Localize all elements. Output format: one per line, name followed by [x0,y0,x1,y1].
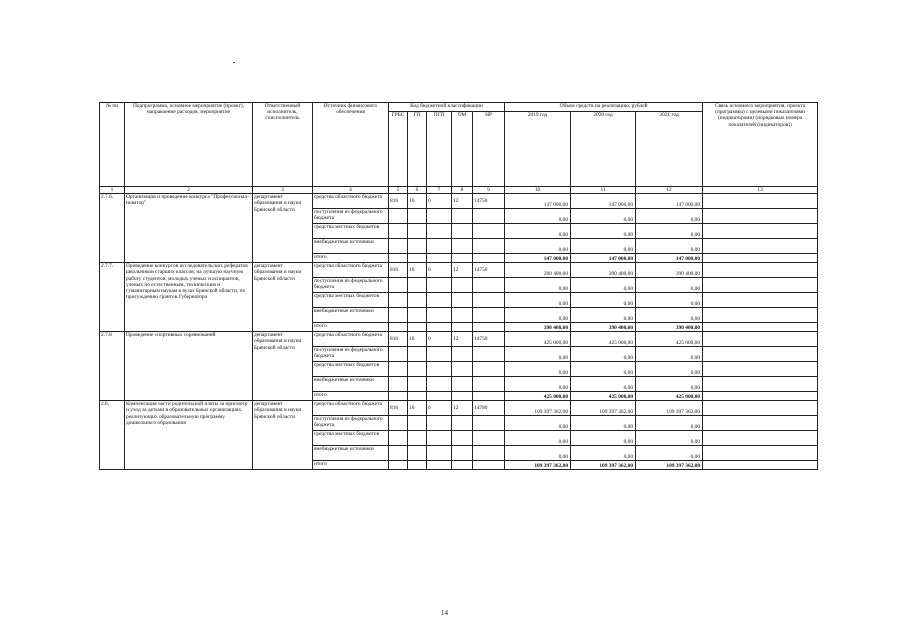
header-year-2019: 2019 год [505,112,571,187]
col-number: 6 [408,187,427,194]
empty-cell [408,224,427,239]
kbk-grbs: 816 [389,194,408,209]
empty-cell [452,209,473,224]
amount-2021: 0,00 [636,377,703,392]
empty-cell [408,239,427,254]
amount-2019: 390 400,00 [505,323,571,332]
amount-2020: 0,00 [571,209,636,224]
amount-2021: 147 000,00 [636,254,703,263]
link-cell [703,401,818,416]
empty-cell [452,308,473,323]
empty-cell [427,347,452,362]
empty-cell [452,377,473,392]
amount-2021: 0,00 [636,293,703,308]
kbk-om: 12 [452,401,473,416]
header-amount: Объем средств на реализацию, рублей [505,103,703,112]
source-name: средства областного бюджета [313,194,389,209]
col-number: 12 [636,187,703,194]
empty-cell [473,239,505,254]
empty-cell [452,278,473,293]
amount-2021: 0,00 [636,239,703,254]
empty-cell [427,377,452,392]
empty-cell [427,362,452,377]
link-cell [703,347,818,362]
empty-cell [427,209,452,224]
source-name: внебюджетные источники [313,308,389,323]
empty-cell [389,446,408,461]
source-name: поступления из федерального бюджета [313,347,389,362]
link-cell [703,263,818,278]
amount-2021: 147 000,00 [636,194,703,209]
amount-2020: 0,00 [571,224,636,239]
amount-2020: 0,00 [571,377,636,392]
empty-cell [389,254,408,263]
item-name: Проведение спортивных соревнований [125,332,253,401]
empty-cell [452,362,473,377]
empty-cell [473,323,505,332]
header-kbk: Код бюджетной классификации [389,103,505,112]
amount-2020: 425 000,00 [571,332,636,347]
link-cell [703,332,818,347]
source-name: итого [313,392,389,401]
amount-2019: 0,00 [505,416,571,431]
empty-cell [452,461,473,470]
amount-2019: 0,00 [505,239,571,254]
source-name: внебюджетные источники [313,239,389,254]
amount-2020: 147 000,00 [571,254,636,263]
empty-cell [408,293,427,308]
amount-2020: 0,00 [571,239,636,254]
empty-cell [427,293,452,308]
page-number: 14 [441,609,448,617]
amount-2021: 390 400,00 [636,263,703,278]
link-cell [703,416,818,431]
empty-cell [408,446,427,461]
amount-2020: 390 400,00 [571,323,636,332]
amount-2020: 0,00 [571,431,636,446]
amount-2020: 0,00 [571,308,636,323]
item-name: Организация и проведение конкурса "Профессионал-новатор" [125,194,253,263]
kbk-grbs: 816 [389,401,408,416]
col-number: 2 [125,187,253,194]
empty-cell [473,416,505,431]
amount-2019: 147 000,00 [505,254,571,263]
empty-cell [427,461,452,470]
table-row [100,332,818,347]
empty-cell [389,377,408,392]
kbk-om: 12 [452,263,473,278]
link-cell [703,239,818,254]
source-name: средства местных бюджетов [313,224,389,239]
empty-cell [452,254,473,263]
amount-2021: 109 397 362,00 [636,401,703,416]
amount-2021: 425 000,00 [636,392,703,401]
link-cell [703,323,818,332]
link-cell [703,224,818,239]
link-cell [703,194,818,209]
empty-cell [452,224,473,239]
col-number: 3 [253,187,313,194]
item-responsible: департамент образования и науки Брянской области [253,332,313,401]
amount-2020: 0,00 [571,347,636,362]
amount-2021: 0,00 [636,416,703,431]
amount-2019: 425 000,00 [505,392,571,401]
source-name: поступления из федерального бюджета [313,209,389,224]
empty-cell [452,293,473,308]
amount-2021: 0,00 [636,278,703,293]
empty-cell [408,431,427,446]
empty-cell [389,392,408,401]
col-number: 7 [427,187,452,194]
amount-2021: 0,00 [636,431,703,446]
empty-cell [452,323,473,332]
table-body [100,194,818,470]
amount-2019: 0,00 [505,377,571,392]
header-kbk-grbs: ГРБС [389,112,408,187]
source-name: средства областного бюджета [313,332,389,347]
source-name: итого [313,254,389,263]
kbk-pgp: 0 [427,194,452,209]
amount-2019: 109 397 362,00 [505,401,571,416]
header-link: Связь основного мероприятия, проекта (программы) с целевыми показателями (индикаторами) (порядковые номера показателей (индикаторов)) [703,103,818,187]
amount-2019: 0,00 [505,431,571,446]
empty-cell [473,254,505,263]
link-cell [703,293,818,308]
header-year-2020: 2020 год [571,112,636,187]
kbk-nr: 14780 [473,401,505,416]
item-number: 2.7.7. [100,263,125,332]
source-name: внебюджетные источники [313,377,389,392]
empty-cell [473,431,505,446]
link-cell [703,254,818,263]
link-cell [703,431,818,446]
empty-cell [473,377,505,392]
empty-cell [389,431,408,446]
item-responsible: департамент образования и науки Брянской области [253,401,313,470]
empty-cell [427,446,452,461]
col-number: 1 [100,187,125,194]
amount-2021: 425 000,00 [636,332,703,347]
amount-2020: 0,00 [571,446,636,461]
amount-2021: 0,00 [636,308,703,323]
kbk-pgp: 0 [427,401,452,416]
empty-cell [473,209,505,224]
link-cell [703,377,818,392]
item-number: 2.7.8 [100,332,125,401]
amount-2021: 390 400,00 [636,323,703,332]
empty-cell [452,431,473,446]
empty-cell [427,308,452,323]
amount-2020: 109 397 362,00 [571,401,636,416]
kbk-om: 12 [452,332,473,347]
empty-cell [408,362,427,377]
col-number: 10 [505,187,571,194]
empty-cell [473,392,505,401]
empty-cell [389,239,408,254]
amount-2019: 0,00 [505,224,571,239]
empty-cell [452,392,473,401]
amount-2020: 0,00 [571,362,636,377]
amount-2019: 0,00 [505,209,571,224]
header-responsible: Ответственный исполнитель, соисполнитель [253,103,313,187]
item-number: 2.8. [100,401,125,470]
empty-cell [473,362,505,377]
item-responsible: департамент образования и науки Брянской области [253,263,313,332]
col-number: 5 [389,187,408,194]
kbk-nr: 14750 [473,332,505,347]
source-name: итого [313,461,389,470]
source-name: поступления из федерального бюджета [313,416,389,431]
col-number: 8 [452,187,473,194]
empty-cell [408,209,427,224]
source-name: средства местных бюджетов [313,293,389,308]
source-name: средства областного бюджета [313,401,389,416]
budget-table [99,102,818,470]
header-kbk-pgp: ПГП [427,112,452,187]
empty-cell [389,323,408,332]
empty-cell [389,224,408,239]
empty-cell [408,347,427,362]
kbk-gp: 16 [408,263,427,278]
col-number: 4 [313,187,389,194]
amount-2019: 0,00 [505,362,571,377]
header-kbk-gp: ГП [408,112,427,187]
empty-cell [452,347,473,362]
amount-2021: 0,00 [636,446,703,461]
header-kbk-nr: НР [473,112,505,187]
scan-speck [233,62,235,63]
amount-2019: 0,00 [505,446,571,461]
amount-2019: 0,00 [505,278,571,293]
link-cell [703,362,818,377]
empty-cell [473,308,505,323]
link-cell [703,308,818,323]
kbk-gp: 16 [408,332,427,347]
amount-2019: 109 397 362,00 [505,461,571,470]
amount-2019: 147 000,00 [505,194,571,209]
source-name: средства местных бюджетов [313,431,389,446]
col-number: 13 [703,187,818,194]
empty-cell [473,224,505,239]
header-source: Источник финансового обеспечения [313,103,389,187]
empty-cell [389,362,408,377]
empty-cell [389,209,408,224]
amount-2020: 0,00 [571,293,636,308]
empty-cell [473,347,505,362]
empty-cell [389,461,408,470]
source-name: внебюджетные источники [313,446,389,461]
empty-cell [408,377,427,392]
source-name: средства местных бюджетов [313,362,389,377]
empty-cell [389,293,408,308]
empty-cell [408,278,427,293]
kbk-nr: 14750 [473,263,505,278]
empty-cell [408,416,427,431]
amount-2020: 425 000,00 [571,392,636,401]
kbk-pgp: 0 [427,332,452,347]
amount-2021: 0,00 [636,209,703,224]
table-header [100,103,818,194]
item-name: Компенсация части родительской платы за присмотр и уход за детьми в образовательных организациях, реализующих образовательную программу дошкольного образования [125,401,253,470]
link-cell [703,461,818,470]
empty-cell [473,293,505,308]
empty-cell [427,416,452,431]
link-cell [703,446,818,461]
empty-cell [408,254,427,263]
empty-cell [408,461,427,470]
amount-2021: 0,00 [636,362,703,377]
amount-2019: 425 000,00 [505,332,571,347]
table-row [100,194,818,209]
empty-cell [408,392,427,401]
amount-2021: 109 397 362,00 [636,461,703,470]
empty-cell [408,308,427,323]
kbk-grbs: 816 [389,332,408,347]
table-row [100,401,818,416]
amount-2019: 390 400,00 [505,263,571,278]
empty-cell [452,446,473,461]
empty-cell [389,308,408,323]
amount-2020: 147 000,00 [571,194,636,209]
empty-cell [427,254,452,263]
empty-cell [473,446,505,461]
header-kbk-om: ОМ [452,112,473,187]
kbk-grbs: 816 [389,263,408,278]
amount-2020: 390 400,00 [571,263,636,278]
kbk-om: 12 [452,194,473,209]
item-responsible: департамент образования и науки Брянской области [253,194,313,263]
source-name: средства областного бюджета [313,263,389,278]
empty-cell [389,278,408,293]
kbk-gp: 16 [408,401,427,416]
empty-cell [452,416,473,431]
link-cell [703,209,818,224]
item-name: Проведение конкурсов исследовательских рефератов школьников старших классов, на лучшую научную работу студентов, молодых ученых и аспирантов, ученых по естественным, техническим и гуманитарным наукам в вузах Брянской области, по присуждению грантов Губернатора [125,263,253,332]
empty-cell [408,323,427,332]
col-number: 11 [571,187,636,194]
kbk-gp: 16 [408,194,427,209]
amount-2020: 0,00 [571,278,636,293]
empty-cell [427,323,452,332]
empty-cell [427,392,452,401]
header-no: № пп [100,103,125,187]
item-number: 2.7.6. [100,194,125,263]
empty-cell [452,239,473,254]
empty-cell [473,278,505,293]
empty-cell [427,278,452,293]
col-number: 9 [473,187,505,194]
link-cell [703,392,818,401]
amount-2019: 0,00 [505,293,571,308]
amount-2020: 0,00 [571,416,636,431]
link-cell [703,278,818,293]
amount-2019: 0,00 [505,308,571,323]
empty-cell [389,416,408,431]
amount-2020: 109 397 362,00 [571,461,636,470]
kbk-nr: 14750 [473,194,505,209]
empty-cell [427,239,452,254]
source-name: поступления из федерального бюджета [313,278,389,293]
empty-cell [427,431,452,446]
table-row [100,263,818,278]
amount-2021: 0,00 [636,347,703,362]
empty-cell [427,224,452,239]
header-year-2021: 2021 год [636,112,703,187]
header-name: Подпрограмма, основное мероприятие (проект), направление расходов, мероприятие [125,103,253,187]
empty-cell [473,461,505,470]
amount-2019: 0,00 [505,347,571,362]
empty-cell [389,347,408,362]
kbk-pgp: 0 [427,263,452,278]
amount-2021: 0,00 [636,224,703,239]
source-name: итого [313,323,389,332]
